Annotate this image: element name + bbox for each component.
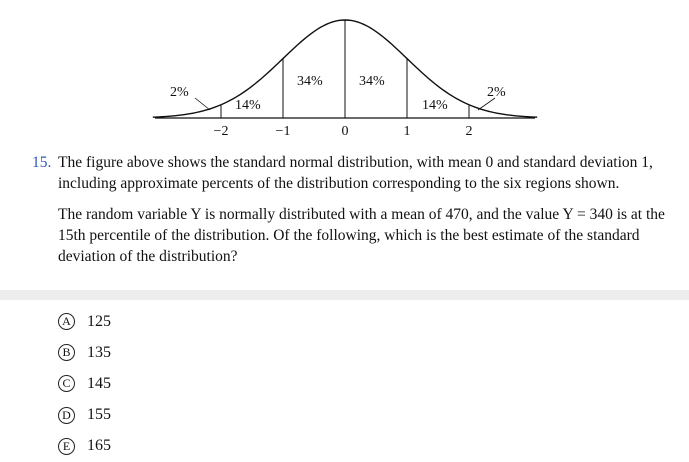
choice-value: 145: [87, 374, 111, 392]
choice-bubble-e[interactable]: E: [58, 438, 75, 455]
choice-value: 135: [87, 343, 111, 361]
choice-bubble-b[interactable]: B: [58, 344, 75, 361]
tick-label: −2: [213, 124, 229, 139]
choice-bubble-c[interactable]: C: [58, 375, 75, 392]
region-label-center-left: 34%: [297, 74, 323, 89]
choice-value: 165: [87, 437, 111, 455]
question-number: 15.: [32, 154, 52, 171]
choice-value: 125: [87, 312, 111, 330]
tick-label: 0: [341, 124, 349, 139]
answer-choice-a[interactable]: [58, 306, 111, 337]
answer-choice-d[interactable]: [58, 400, 111, 431]
region-label-left-tail: 2%: [170, 85, 189, 100]
question-block: [32, 152, 682, 267]
answer-choices: [58, 306, 111, 462]
answer-choice-b[interactable]: [58, 337, 111, 368]
question-text: The figure above shows the standard normal distribution, with mean 0 and standard deviation 1, including approximate percents of the distribution corresponding to the six regions shown.: [58, 154, 653, 192]
choice-bubble-d[interactable]: D: [58, 407, 75, 424]
answer-choice-c[interactable]: [58, 368, 111, 399]
choice-bubble-a[interactable]: A: [58, 313, 75, 330]
answer-choice-e[interactable]: [58, 431, 111, 462]
normal-distribution-figure: [150, 8, 540, 143]
tick-label: 1: [403, 124, 411, 139]
tick-label: 2: [465, 124, 473, 139]
question-prompt: The random variable Y is normally distributed with a mean of 470, and the value Y = 340 is at the 15th percentile of the distribution. Of the following, which is the best estimate of the standard deviation of the distribution?: [58, 206, 665, 265]
region-label-right-mid: 14%: [422, 98, 448, 113]
region-label-right-tail: 2%: [487, 85, 506, 100]
tick-label: −1: [275, 124, 291, 139]
section-separator: [0, 290, 689, 300]
region-label-left-mid: 14%: [235, 98, 261, 113]
region-label-center-right: 34%: [359, 74, 385, 89]
choice-value: 155: [87, 406, 111, 424]
